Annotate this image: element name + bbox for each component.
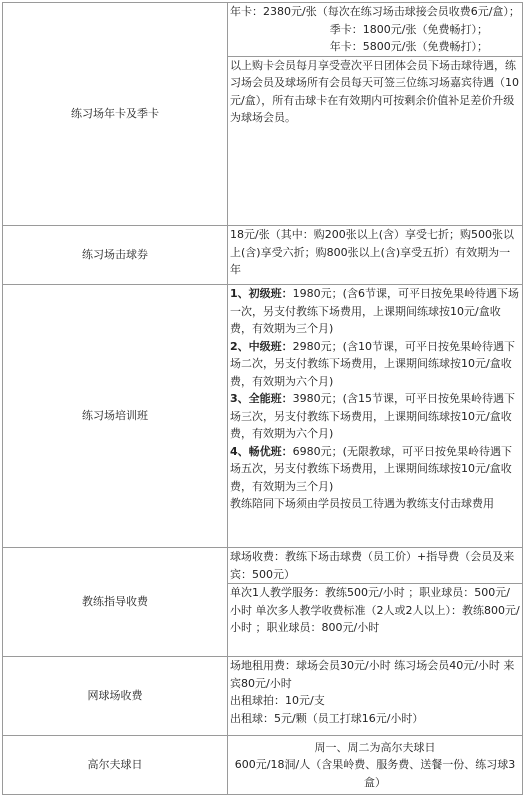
- course-fee-line: 球场收费：教练下场击球费（员工价）+指导费（会员及来宾：500元）: [230, 550, 515, 581]
- table-row: [3, 548, 523, 657]
- course-number: 2、: [230, 339, 249, 353]
- row-label: 高尔夫球日: [3, 736, 228, 795]
- row-label: 练习场击球券: [3, 226, 228, 285]
- course-item: [230, 285, 520, 338]
- table-row: [3, 285, 523, 548]
- table-row: [3, 736, 523, 795]
- season-card-line: 季卡：1800元/张（免费畅打）；: [329, 22, 488, 36]
- fee-table: [2, 2, 523, 795]
- course-name: 全能班：: [248, 392, 293, 405]
- course-item: [230, 338, 520, 391]
- course-name: 中级班：: [248, 339, 293, 353]
- course-item: [230, 390, 520, 443]
- row-content: [228, 657, 523, 736]
- row-content: [228, 736, 523, 795]
- table-row: [3, 657, 523, 736]
- teaching-fee-line: 单次1人教学服务：教练500元/小时 ；职业球员：500元/小时 单次多人教学收费标准（2人或2人以上）：教练800元/小时 ；职业球员：800元/小时: [228, 583, 522, 637]
- annual-card-line: 年卡：2380元/张（每次在练习场击球接会员收费6元/盒）；: [230, 5, 520, 18]
- row-content: [228, 3, 523, 226]
- course-item: [230, 443, 520, 496]
- course-name: 初级班：: [248, 287, 293, 300]
- course-number: 1、: [230, 287, 249, 300]
- row-label: 教练指导收费: [3, 548, 228, 657]
- row-label: 练习场培训班: [3, 285, 228, 548]
- row-label: 练习场年卡及季卡: [3, 3, 228, 226]
- court-rent-line: 场地租用费：球场会员30元/小时 练习场会员40元/小时 来宾80元/小时: [230, 659, 515, 690]
- ball-rent-line: 出租球：5元/颗（员工打球16元/小时）: [230, 711, 424, 725]
- course-text: 1980元；(含6节课，可平日按免果岭待遇下场一次，另支付教练下场费用，上课期间练球按10元/盒收费，有效期为三个月): [230, 287, 519, 335]
- table-row: [3, 3, 523, 226]
- voucher-text: 18元/张（其中：购200张以上(含）享受七折；购500张以上(含)享受六折；购800张以上(含)享受五折）有效期为一年: [230, 228, 514, 276]
- golf-day-title: 周一、周二为高尔夫球日: [314, 740, 436, 754]
- course-number: 3、: [230, 392, 249, 405]
- course-number: 4、: [230, 444, 249, 458]
- course-text: 2980元；(含10节课，可平日按免果岭待遇下场二次，另支付教练下场费用，上课期间练球按10元/盒收费，有效期为六个月): [230, 339, 515, 388]
- course-text: 6980元；(无限教球，可平日按免果岭待遇下场五次，另支付教练下场费用，上课期间练球按10元/盒收费，有效期为三个月): [230, 444, 512, 493]
- row-content: [228, 226, 523, 285]
- row-content: [228, 548, 523, 657]
- card-benefits-text: 以上购卡会员每月享受壹次平日团体会员下场击球待遇，练习场会员及球场所有会员每天可签三位练习场嘉宾待遇（10元/盒），所有击球卡在有效期内可按剩余价值补足差价升级为球场会员。: [228, 56, 522, 127]
- course-name: 畅优班：: [248, 444, 293, 458]
- row-content: [228, 285, 523, 548]
- course-text: 3980元；(含15节课，可平日按免果岭待遇下场三次，另支付教练下场费用，上课期间练球按10元/盒收费，有效期为六个月): [230, 392, 515, 440]
- table-row: [3, 226, 523, 285]
- golf-day-price: 600元/18洞/人（含果岭费、服务费、送餐一份、练习球3盒）: [234, 758, 516, 789]
- annual-card-vip-line: 年卡：5800元/张（免费畅打）；: [329, 40, 488, 53]
- racket-rent-line: 出租球拍：10元/支: [230, 694, 325, 707]
- row-label: 网球场收费: [3, 657, 228, 736]
- training-footer: 教练陪同下场须由学员按员工待遇为教练支付击球费用: [230, 497, 494, 510]
